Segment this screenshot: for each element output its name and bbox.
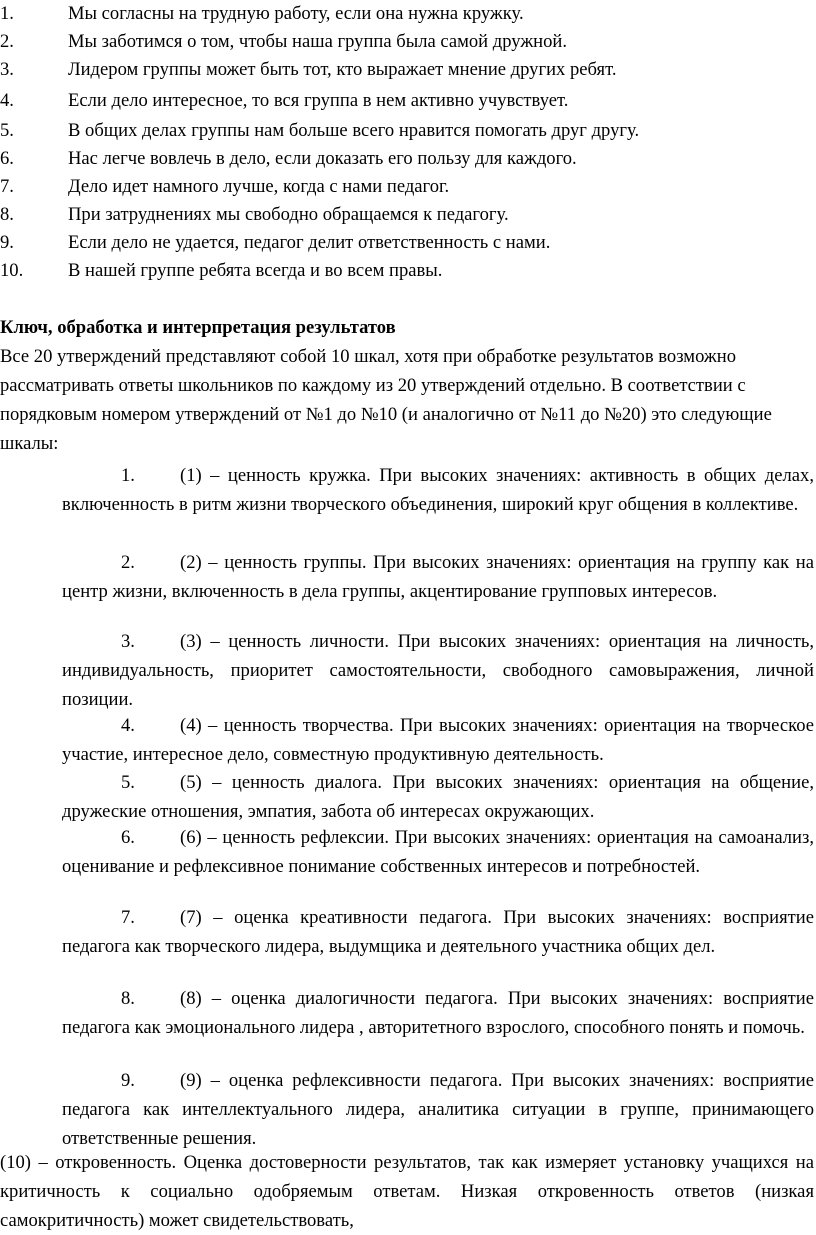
- scale-item: [62, 627, 814, 714]
- list-item: [0, 173, 800, 201]
- scale-text: (1) – ценность кружка. При высоких значениях: активность в общих делах, включенность в ритм жизни творческого объединения, широкий круг общения в коллективе.: [62, 465, 814, 515]
- scale-text: (6) – ценность рефлексии. При высоких значениях: ориентация на самоанализ, оценивание и рефлексивное понимание собственных интересов и потребностей.: [62, 827, 814, 877]
- list-item: [0, 257, 800, 285]
- list-item-text: Если дело не удается, педагог делит ответственность с нами.: [68, 232, 551, 253]
- scale-number: 7.: [121, 907, 135, 928]
- scale-item: [62, 1066, 814, 1153]
- scale-number: 2.: [121, 552, 135, 573]
- list-item-text: В общих делах группы нам больше всего нравится помогать друг другу.: [68, 120, 640, 141]
- scale-item: [62, 903, 814, 961]
- list-item-number: 7.: [0, 176, 14, 197]
- scale-item: [62, 823, 814, 881]
- scale-number: 1.: [121, 465, 135, 486]
- list-item: [0, 0, 800, 28]
- scale-number: 4.: [121, 715, 135, 736]
- scale-text: (9) – оценка рефлексивности педагога. При высоких значениях: восприятие педагога как интеллектуального лидера, аналитика ситуации в группе, принимающего ответственные решения.: [62, 1070, 814, 1149]
- scale-item: [62, 548, 814, 606]
- scale-text: (2) – ценность группы. При высоких значениях: ориентация на группу как на центр жизни, включенность в дела группы, акцентирование групповых интересов.: [62, 552, 814, 602]
- scale-number: 3.: [121, 631, 135, 652]
- list-item-number: 5.: [0, 120, 14, 141]
- list-item-text: Нас легче вовлечь в дело, если доказать его пользу для каждого.: [68, 148, 577, 169]
- list-item-text: Лидером группы может быть тот, кто выражает мнение других ребят.: [68, 59, 617, 80]
- list-item-number: 3.: [0, 59, 14, 80]
- section-heading: Ключ, обработка и интерпретация результатов: [0, 317, 396, 338]
- list-item: [0, 201, 800, 229]
- scale-text: (4) – ценность творчества. При высоких значениях: ориентация на творческое участие, интересное дело, совместную продуктивную деятельность.: [62, 715, 814, 765]
- list-item-text: Если дело интересное, то вся группа в нем активно учувствует.: [68, 90, 569, 111]
- list-item: [0, 145, 800, 173]
- final-paragraph: (10) – откровенность. Оценка достоверности результатов, так как измеряет установку учащихся на критичность к социально одобряемым ответам. Низкая откровенность ответов (низкая самокритичность) может свидетельствовать,: [0, 1152, 814, 1231]
- list-item-number: 8.: [0, 204, 14, 225]
- scale-number: 8.: [121, 988, 135, 1009]
- list-item-text: Мы согласны на трудную работу, если она нужна кружку.: [68, 3, 524, 24]
- list-item-text: При затруднениях мы свободно обращаемся к педагогу.: [68, 204, 509, 225]
- scale-text: (5) – ценность диалога. При высоких значениях: ориентация на общение, дружеские отношения, эмпатия, забота об интересах окружающих.: [62, 772, 814, 822]
- scale-item: [62, 768, 814, 826]
- list-item-number: 10.: [0, 260, 24, 281]
- list-item: [0, 117, 800, 145]
- scale-number: 5.: [121, 772, 135, 793]
- scale-item: [62, 461, 814, 519]
- list-item: [0, 229, 800, 257]
- scale-item: [62, 711, 814, 769]
- intro-paragraph: Все 20 утверждений представляют собой 10 шкал, хотя при обработке результатов возможно рассматривать ответы школьников по каждому из 20 утверждений отдельно. В соответствии с порядковым номером утверждений от №1 до №10 (и аналогично от №11 до №20) это следующие шкалы:: [0, 346, 772, 454]
- scale-number: 9.: [121, 1070, 135, 1091]
- list-item-number: 4.: [0, 90, 14, 111]
- scale-text: (7) – оценка креативности педагога. При высоких значениях: восприятие педагога как творческого лидера, выдумщика и деятельного участника общих дел.: [62, 907, 814, 957]
- list-item: [0, 56, 800, 84]
- scale-item: [62, 984, 814, 1042]
- list-item: [0, 28, 800, 56]
- list-item-number: 2.: [0, 31, 14, 52]
- list-item: [0, 87, 800, 115]
- list-item-text: Мы заботимся о том, чтобы наша группа была самой дружной.: [68, 31, 568, 52]
- list-item-number: 9.: [0, 232, 14, 253]
- list-item-text: В нашей группе ребята всегда и во всем правы.: [68, 260, 443, 281]
- list-item-text: Дело идет намного лучше, когда с нами педагог.: [68, 176, 450, 197]
- list-item-number: 1.: [0, 3, 14, 24]
- scale-number: 6.: [121, 827, 135, 848]
- scale-text: (8) – оценка диалогичности педагога. При высоких значениях: восприятие педагога как эмоционального лидера , авторитетного взрослого, способного понять и помочь.: [62, 988, 814, 1038]
- list-item-number: 6.: [0, 148, 14, 169]
- scale-text: (3) – ценность личности. При высоких значениях: ориентация на личность, индивидуальность, приоритет самостоятельности, свободного самовыражения, личной позиции.: [62, 631, 814, 710]
